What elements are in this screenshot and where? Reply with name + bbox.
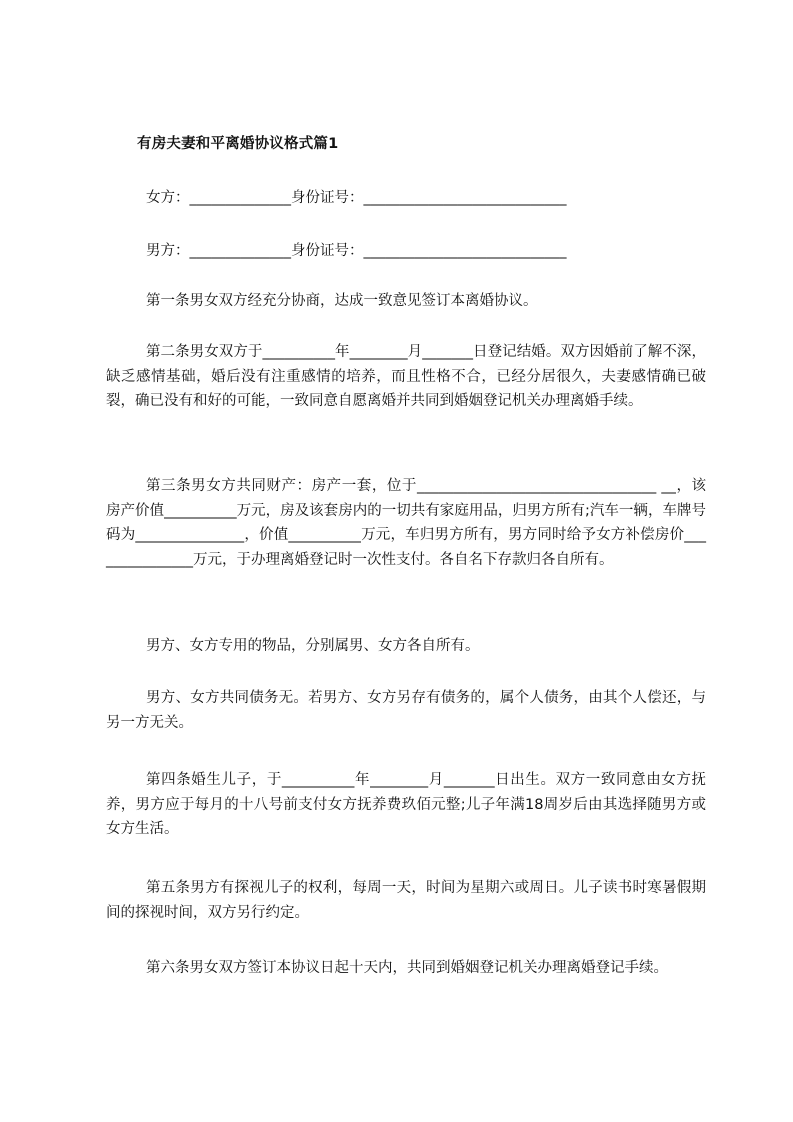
article-6: 第六条男女双方签订本协议日起十天内，共同到婚姻登记机关办理离婚登记手续。 <box>146 960 668 976</box>
article-5: 第五条男方有探视儿子的权利，每周一天，时间为星期六或周日。儿子读书时寒暑假期间的探视时间，双方另行约定。 <box>106 880 706 921</box>
female-party-line: 女方：______________身份证号：____________________________ <box>146 190 567 206</box>
debt-clause: 男方、女方共同债务无。若男方、女方另存有债务的，属个人债务，由其个人偿还，与另一方无关。 <box>106 690 706 731</box>
article-2: 第二条男女双方于__________年________月_______日登记结婚。双方因婚前了解不深，缺乏感情基础，婚后没有注重感情的培养，而且性格不合，已经分居很久，夫妻感情确已破裂，确已没有和好的可能，一致同意自愿离婚并共同到婚姻登记机关办理离婚手续。 <box>106 344 706 410</box>
personal-items-clause: 男方、女方专用的物品，分别属男、女方各自所有。 <box>146 638 480 654</box>
article-4: 第四条婚生儿子，于__________年________月_______日出生。双方一致同意由女方抚养，男方应于每月的十八号前支付女方抚养费玖佰元整;儿子年满18周岁后由其选择随男方或女方生活。 <box>106 772 706 838</box>
article-1: 第一条男女双方经充分协商，达成一致意见签订本离婚协议。 <box>146 293 538 309</box>
document-title: 有房夫妻和平离婚协议格式篇1 <box>137 136 339 152</box>
male-party-line: 男方：______________身份证号：____________________________ <box>146 243 567 259</box>
article-3: 第三条男女方共同财产：房产一套，位于_________________________________ __，该房产价值__________万元，房及该套房内的一切共有家庭用品，归男方所有;汽车一辆，车牌号码为_______________，价值__________万元，车归男方所有，男方同时给予女方补偿房价_______________万元，于办理离婚登记时一次性支付。各自名下存款归各自所有。 <box>106 478 706 568</box>
